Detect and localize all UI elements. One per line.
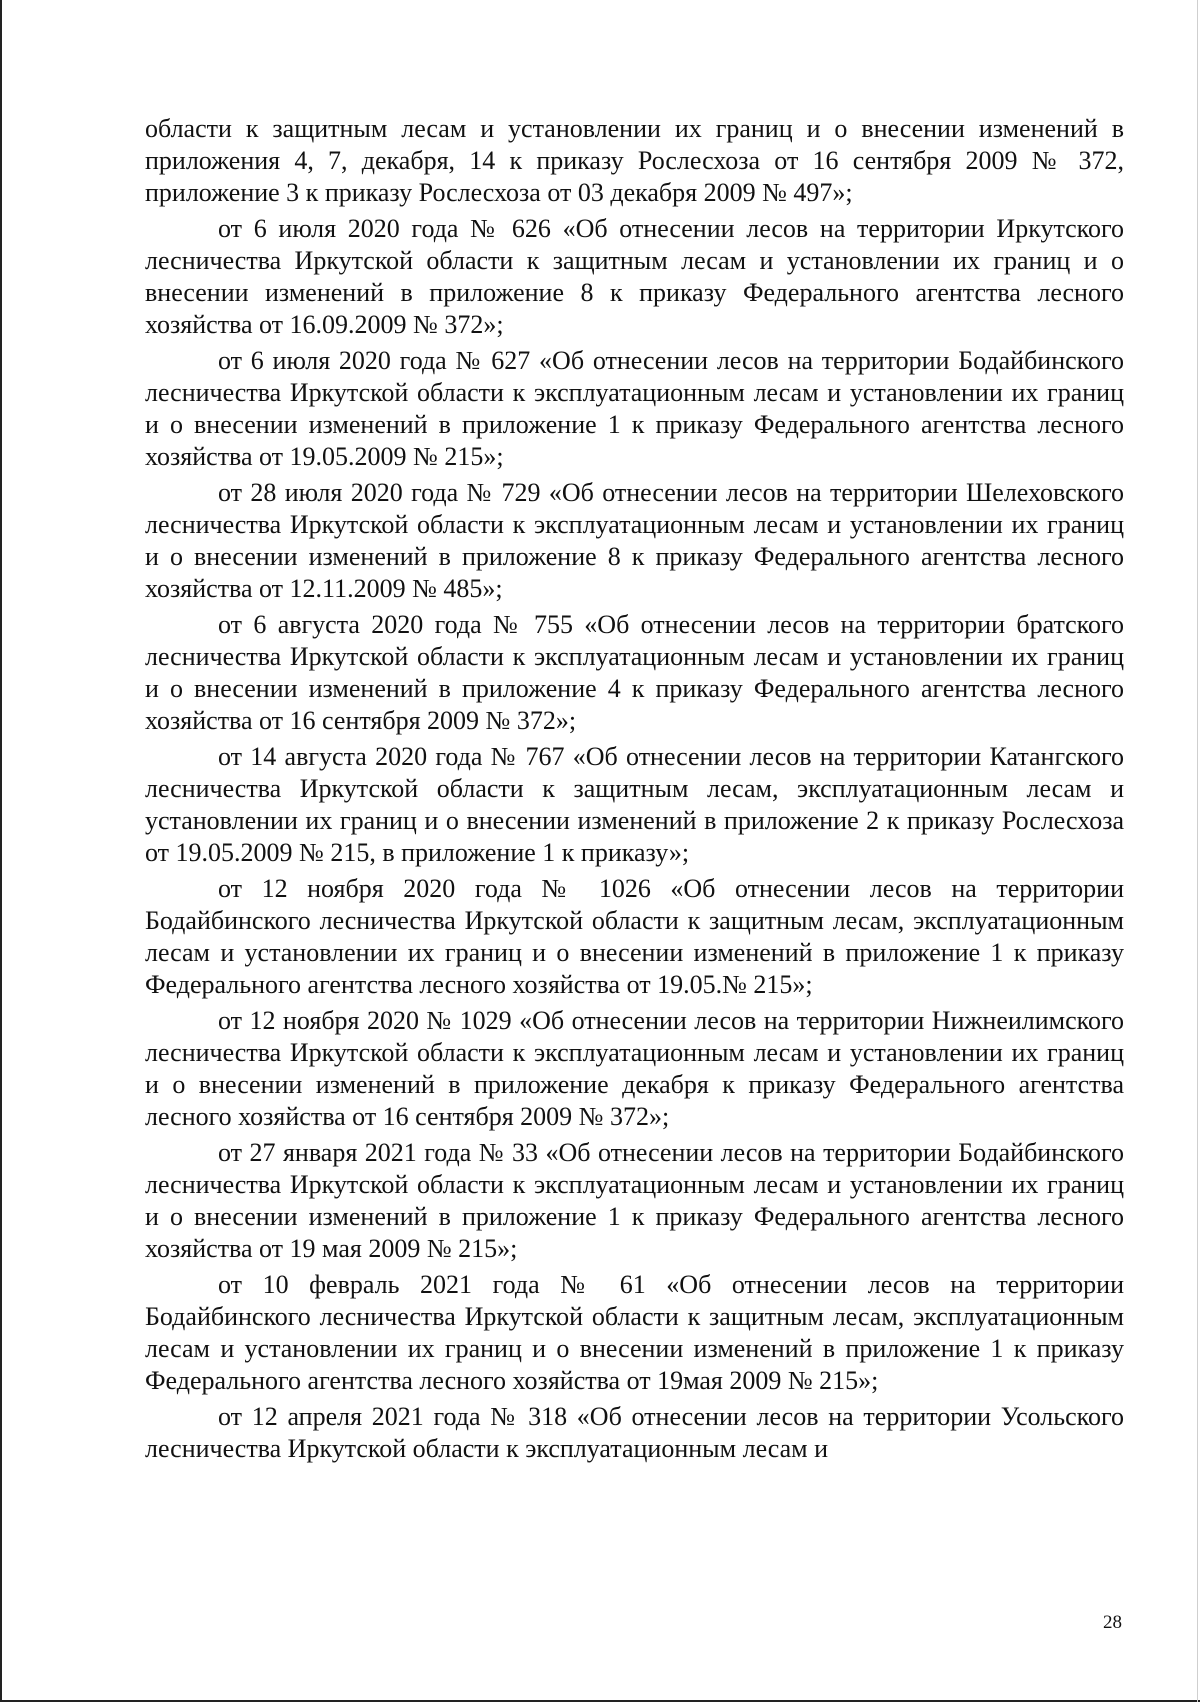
paragraph-order-1029: от 12 ноября 2020 № 1029 «Об отнесении лесов на территории Нижнеилимского лесничества Иркутской области к эксплуатационным лесам и установлении их границ и о внесении изменений в приложение декабря к приказу Федерального агентства лесного хозяйства от 16 сентября 2009 № 372»; [145, 1006, 1124, 1131]
page-number: 28 [1103, 1612, 1122, 1633]
paragraph-order-627: от 6 июля 2020 года № 627 «Об отнесении лесов на территории Бодайбинского лесничества Иркутской области к эксплуатационным лесам и установлении их границ и о внесении изменений в приложение 1 к приказу Федерального агентства лесного хозяйства от 19.05.2009 № 215»; [145, 346, 1124, 471]
paragraph-order-318: от 12 апреля 2021 года № 318 «Об отнесении лесов на территории Усольского лесничества Иркутской области к эксплуатационным лесам и [145, 1402, 1124, 1463]
paragraph-order-755: от 6 августа 2020 года № 755 «Об отнесении лесов на территории братского лесничества Иркутской области к эксплуатационным лесам и установлении их границ и о внесении изменений в приложение 4 к приказу Федерального агентства лесного хозяйства от 16 сентября 2009 № 372»; [145, 610, 1124, 735]
paragraph-order-767: от 14 августа 2020 года № 767 «Об отнесении лесов на территории Катангского лесничества Иркутской области к защитным лесам, эксплуатационным лесам и установлении их границ и о внесении изменений в приложение 2 к приказу Рослесхоза от 19.05.2009 № 215, в приложение 1 к приказу»; [145, 742, 1124, 867]
paragraph-order-626: от 6 июля 2020 года № 626 «Об отнесении лесов на территории Иркутского лесничества Иркутской области к защитным лесам и установлении их границ и о внесении изменений в приложение 8 к приказу Федерального агентства лесного хозяйства от 16.09.2009 № 372»; [145, 214, 1124, 339]
document-body [145, 113, 1124, 1469]
page-edge [1197, 0, 1198, 1702]
paragraph-order-729: от 28 июля 2020 года № 729 «Об отнесении лесов на территории Шелеховского лесничества Иркутской области к эксплуатационным лесам и установлении их границ и о внесении изменений в приложение 8 к приказу Федерального агентства лесного хозяйства от 12.11.2009 № 485»; [145, 478, 1124, 603]
paragraph-continuation: области к защитным лесам и установлении их границ и о внесении изменений в приложения 4, 7, декабря, 14 к приказу Рослесхоза от 16 сентября 2009 № 372, приложение 3 к приказу Рослесхоза от 03 декабря 2009 № 497»; [145, 114, 1124, 207]
paragraph-order-61: от 10 февраль 2021 года № 61 «Об отнесении лесов на территории Бодайбинского лесничества Иркутской области к защитным лесам, эксплуатационным лесам и установлении их границ и о внесении изменений в приложение 1 к приказу Федерального агентства лесного хозяйства от 19мая 2009 № 215»; [145, 1270, 1124, 1395]
paragraph-order-1026: от 12 ноября 2020 года № 1026 «Об отнесении лесов на территории Бодайбинского лесничества Иркутской области к защитным лесам, эксплуатационным лесам и установлении их границ и о внесении изменений в приложение 1 к приказу Федерального агентства лесного хозяйства от 19.05.№ 215»; [145, 874, 1124, 999]
paragraph-order-33: от 27 января 2021 года № 33 «Об отнесении лесов на территории Бодайбинского лесничества Иркутской области к эксплуатационным лесам и установлении их границ и о внесении изменений в приложение 1 к приказу Федерального агентства лесного хозяйства от 19 мая 2009 № 215»; [145, 1138, 1124, 1263]
